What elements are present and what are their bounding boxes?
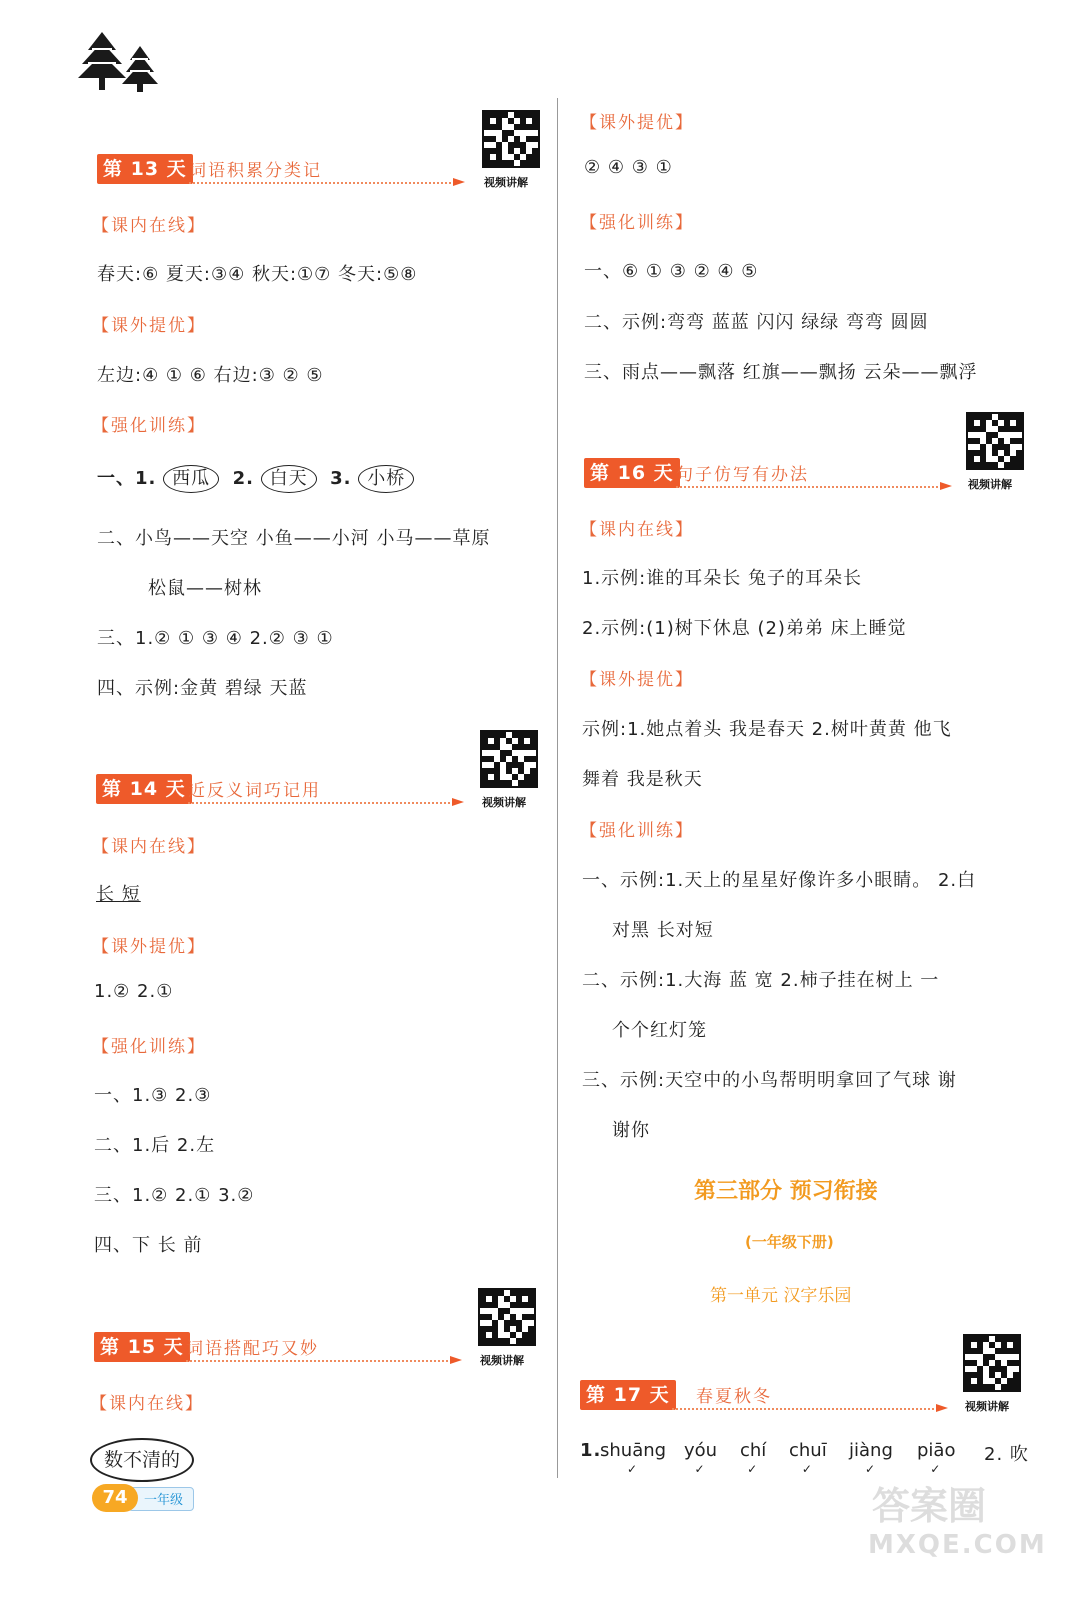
qr-code-icon	[480, 730, 538, 788]
day-badge: 第 15 天	[94, 1332, 190, 1362]
answer-line: 对黑 长对短	[612, 920, 714, 941]
pinyin-text: chuī	[789, 1440, 827, 1461]
section-label: 【强化训练】	[580, 821, 694, 841]
answer-line: 二、1.后 2.左	[94, 1135, 216, 1156]
item-number: 2.	[232, 468, 254, 489]
answer-line: 2.示例:(1)树下休息 (2)弟弟 床上睡觉	[582, 618, 907, 639]
section-label: 【课内在线】	[92, 216, 206, 236]
circled-answer: 白天	[261, 465, 317, 493]
section-label: 【课内在线】	[580, 520, 694, 540]
arrow-icon	[936, 1404, 948, 1412]
part-subtitle: (一年级下册)	[745, 1233, 834, 1251]
dash-line	[672, 1408, 934, 1410]
answer-line: 谢你	[612, 1120, 650, 1141]
answer-line: 三、雨点——飘落 红旗——飘扬 云朵——飘浮	[584, 362, 978, 383]
answer-line: 长 短	[96, 884, 141, 905]
check-icon: ✓	[864, 1462, 875, 1476]
answer-line: 1.示例:谁的耳朵长 兔子的耳朵长	[582, 568, 862, 589]
pinyin-answer	[684, 1440, 718, 1476]
tree-logo-icon	[74, 26, 164, 94]
answer-line	[97, 464, 414, 493]
answer-line: 二、示例:弯弯 蓝蓝 闪闪 绿绿 弯弯 圆圆	[584, 312, 929, 333]
answer-line: 三、1.② 2.① 3.②	[94, 1185, 255, 1206]
answer-line: 三、示例:天空中的小鸟帮明明拿回了气球 谢	[582, 1070, 957, 1091]
section-label: 【课内在线】	[90, 1394, 204, 1414]
answer-line: 左边:④ ① ⑥ 右边:③ ② ⑤	[97, 365, 324, 386]
qr-label: 视频讲解	[484, 176, 528, 189]
answer-line: 舞着 我是秋天	[582, 769, 703, 790]
qr-label: 视频讲解	[968, 478, 1012, 491]
answer-bubble: 数不清的	[90, 1438, 194, 1482]
item-number: 3.	[330, 468, 352, 489]
check-icon: ✓	[930, 1462, 941, 1476]
day-badge: 第 14 天	[96, 774, 192, 804]
arrow-icon	[450, 1356, 462, 1364]
day-title: 春夏秋冬	[696, 1387, 772, 1407]
section-label: 【强化训练】	[580, 213, 694, 233]
section-label: 【课外提优】	[580, 670, 694, 690]
answer-line: 三、1.② ① ③ ④ 2.② ③ ①	[97, 628, 334, 649]
part-title: 第三部分 预习衔接	[694, 1179, 878, 1204]
day-16-header	[584, 458, 954, 492]
qr-label: 视频讲解	[480, 1354, 524, 1367]
answer-line: 一、1.③ 2.③	[94, 1085, 212, 1106]
answer-line: 二、小鸟——天空 小鱼——小河 小马——草原	[97, 528, 491, 549]
check-icon: ✓	[627, 1462, 638, 1476]
pinyin-text: chí	[740, 1440, 767, 1461]
day-title: 句子仿写有办法	[676, 465, 809, 485]
pinyin-text: jiàng	[849, 1440, 893, 1461]
check-icon: ✓	[801, 1462, 812, 1476]
day-13-header	[97, 154, 467, 188]
answer-line: 2. 吹	[984, 1444, 1029, 1465]
qr-label: 视频讲解	[965, 1400, 1009, 1413]
watermark: 答案圈	[872, 1484, 987, 1528]
arrow-icon	[452, 798, 464, 806]
qr-code-icon	[963, 1334, 1021, 1392]
page-number: 74	[92, 1484, 138, 1512]
qr-code-icon	[966, 412, 1024, 470]
section-label: 【强化训练】	[92, 1037, 206, 1057]
qr-code-icon	[478, 1288, 536, 1346]
answer-line: 1.② 2.①	[94, 981, 174, 1002]
day-badge: 第 16 天	[584, 458, 680, 488]
day-title: 词语积累分类记	[189, 161, 322, 181]
answer-line: 示例:1.她点着头 我是春天 2.树叶黄黄 他飞	[582, 719, 952, 740]
pinyin-text: shuāng	[600, 1440, 667, 1461]
qr-label: 视频讲解	[482, 796, 526, 809]
dash-line	[676, 486, 938, 488]
circled-answer: 小桥	[358, 465, 414, 493]
answer-line: 个个红灯笼	[612, 1020, 707, 1041]
dash-line	[188, 802, 450, 804]
item-number: 1.	[580, 1440, 602, 1461]
pinyin-answer	[849, 1440, 893, 1476]
section-label: 【课外提优】	[580, 113, 694, 133]
day-14-header	[96, 774, 466, 808]
answer-line: 四、下 长 前	[94, 1235, 203, 1256]
answer-line: 四、示例:金黄 碧绿 天蓝	[97, 678, 308, 699]
answer-line: 松鼠——树林	[148, 578, 262, 599]
answer-line: ② ④ ③ ①	[584, 157, 673, 178]
answer-line: 春天:⑥ 夏天:③④ 秋天:①⑦ 冬天:⑤⑧	[97, 264, 418, 285]
day-title: 词语搭配巧又妙	[186, 1339, 319, 1359]
item-number: 一、1.	[97, 468, 157, 489]
section-label: 【课外提优】	[92, 937, 206, 957]
answer-line: 一、⑥ ① ③ ② ④ ⑤	[584, 261, 759, 282]
section-label: 【课外提优】	[92, 316, 206, 336]
day-title: 近反义词巧记用	[188, 781, 321, 801]
answer-line: 二、示例:1.大海 蓝 宽 2.柿子挂在树上 一	[582, 970, 940, 991]
qr-code-icon	[482, 110, 540, 168]
day-17-header	[580, 1380, 950, 1414]
day-badge: 第 13 天	[97, 154, 193, 184]
pinyin-text: yóu	[684, 1440, 718, 1461]
day-badge: 第 17 天	[580, 1380, 676, 1410]
pinyin-answer	[740, 1440, 767, 1476]
pinyin-answer	[600, 1440, 667, 1476]
check-icon: ✓	[747, 1462, 758, 1476]
circled-answer: 西瓜	[163, 465, 219, 493]
dash-line	[189, 182, 451, 184]
section-label: 【强化训练】	[92, 416, 206, 436]
column-divider	[557, 98, 558, 1478]
day-15-header	[94, 1332, 464, 1366]
watermark-url: MXQE.COM	[868, 1530, 1047, 1560]
check-icon: ✓	[694, 1462, 705, 1476]
dash-line	[186, 1360, 448, 1362]
grade-label: 一年级	[144, 1493, 184, 1508]
pinyin-answer	[789, 1440, 827, 1476]
arrow-icon	[453, 178, 465, 186]
section-label: 【课内在线】	[92, 837, 206, 857]
arrow-icon	[940, 482, 952, 490]
pinyin-answer	[917, 1440, 956, 1476]
answer-line: 一、示例:1.天上的星星好像许多小眼睛。 2.白	[582, 870, 977, 891]
unit-title: 第一单元 汉字乐园	[710, 1286, 852, 1306]
pinyin-text: piāo	[917, 1440, 956, 1461]
